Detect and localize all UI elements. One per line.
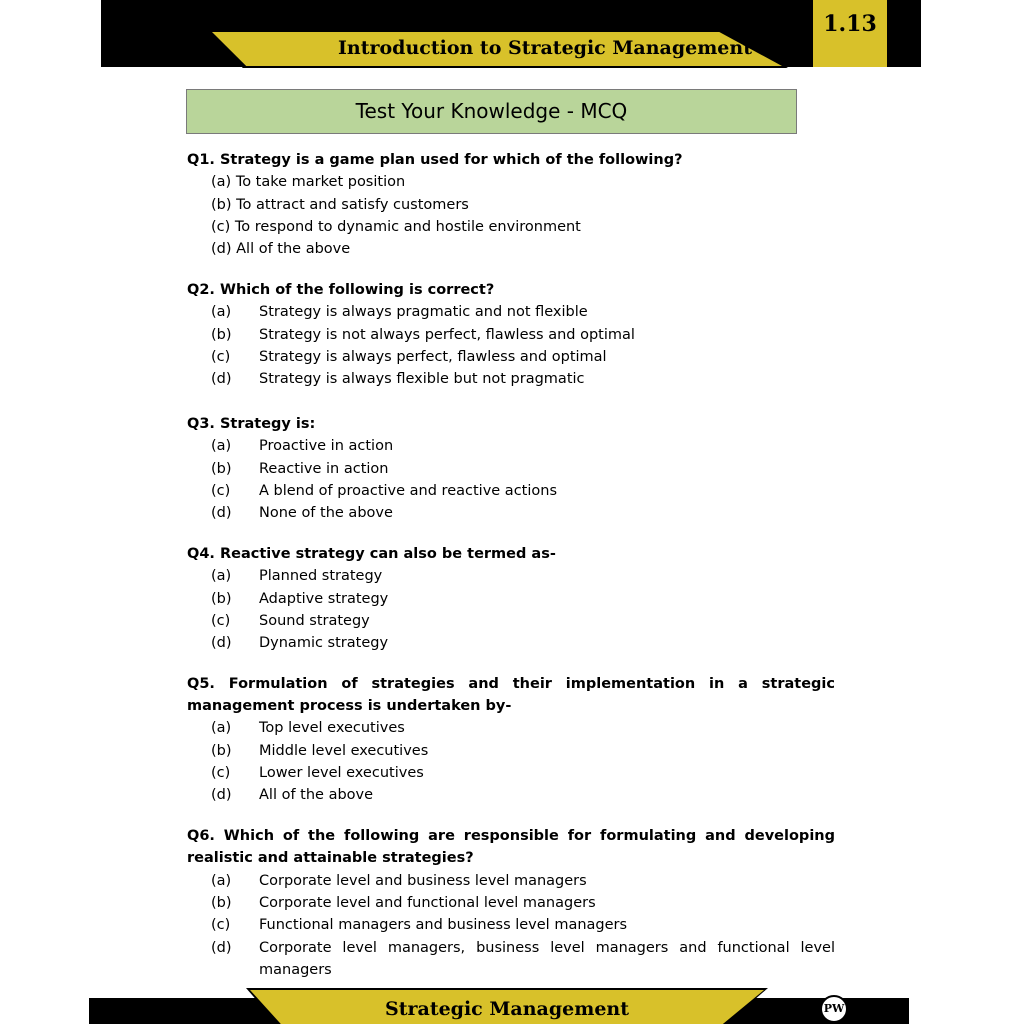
q5-option-b-label: (b) <box>211 743 232 759</box>
q6-option-b-label: (b) <box>211 895 232 911</box>
publisher-logo-icon: PW <box>820 995 848 1023</box>
q1-option-b <box>211 194 469 216</box>
option-label: (a) <box>211 174 232 190</box>
q4-option-a-label: (a) <box>211 568 232 584</box>
q6-option-d-continuation: managers <box>259 962 332 978</box>
q3-option-b-label: (b) <box>211 461 232 477</box>
q6-option-c-text: Functional managers and business level managers <box>259 917 628 933</box>
section-title: Test Your Knowledge - MCQ <box>355 99 628 123</box>
option-text: To take market position <box>235 174 406 190</box>
q1-option-c <box>211 216 581 238</box>
q4-option-d-label: (d) <box>211 635 232 651</box>
q5-option-d-text: All of the above <box>259 787 374 803</box>
question-3: Q3. Strategy is: <box>187 416 316 432</box>
page-number: 1.13 <box>823 11 877 37</box>
q2-option-c-text: Strategy is always perfect, flawless and optimal <box>259 349 607 365</box>
q5-option-b-text: Middle level executives <box>259 743 429 759</box>
q3-option-d-label: (d) <box>211 505 232 521</box>
q6-option-a-label: (a) <box>211 873 232 889</box>
q4-option-d-text: Dynamic strategy <box>259 635 389 651</box>
q5-option-a-text: Top level executives <box>259 720 405 736</box>
option-text: To respond to dynamic and hostile environment <box>234 219 581 235</box>
q5-option-a-label: (a) <box>211 720 232 736</box>
q4-option-b-label: (b) <box>211 591 232 607</box>
question-1: Q1. Strategy is a game plan used for which of the following? <box>187 152 683 168</box>
q5-option-c-text: Lower level executives <box>259 765 424 781</box>
q3-option-c-label: (c) <box>211 483 231 499</box>
q3-option-c-text: A blend of proactive and reactive actions <box>259 483 557 499</box>
q3-option-d-text: None of the above <box>259 505 393 521</box>
option-label: (b) <box>211 197 232 213</box>
q2-option-d-text: Strategy is always flexible but not pragmatic <box>259 371 585 387</box>
q5-option-d-label: (d) <box>211 787 232 803</box>
q6-option-a-text: Corporate level and business level managers <box>259 873 587 889</box>
q1-option-d <box>211 238 350 260</box>
question-4: Q4. Reactive strategy can also be termed as- <box>187 546 556 562</box>
option-text: All of the above <box>236 241 351 257</box>
q2-option-d-label: (d) <box>211 371 232 387</box>
q2-option-b-text: Strategy is not always perfect, flawless and optimal <box>259 327 635 343</box>
question-6: Q6. Which of the following are responsible for formulating and developing realistic and attainable strategies? <box>187 828 835 867</box>
q3-option-a-label: (a) <box>211 438 232 454</box>
q4-option-a-text: Planned strategy <box>259 568 383 584</box>
q1-option-a <box>211 171 405 193</box>
q5-option-c-label: (c) <box>211 765 231 781</box>
q6-option-c-label: (c) <box>211 917 231 933</box>
q6-option-d-label: (d) <box>211 940 232 956</box>
q3-option-a-text: Proactive in action <box>259 438 394 454</box>
q4-option-c-label: (c) <box>211 613 231 629</box>
option-label: (d) <box>211 241 232 257</box>
chapter-title: Introduction to Strategic Management <box>338 37 752 59</box>
option-text: To attract and satisfy customers <box>236 197 469 213</box>
q2-option-a-text: Strategy is always pragmatic and not flexible <box>259 304 588 320</box>
question-2: Q2. Which of the following is correct? <box>187 282 495 298</box>
footer-title: Strategic Management <box>385 998 629 1020</box>
q2-option-b-label: (b) <box>211 327 232 343</box>
q4-option-b-text: Adaptive strategy <box>259 591 389 607</box>
q6-option-b-text: Corporate level and functional level managers <box>259 895 596 911</box>
q3-option-b-text: Reactive in action <box>259 461 389 477</box>
q6-option-d-text: Corporate level managers, business level managers and functional level <box>259 940 835 956</box>
q2-option-a-label: (a) <box>211 304 232 320</box>
q2-option-c-label: (c) <box>211 349 231 365</box>
question-5: Q5. Formulation of strategies and their implementation in a strategic management process is undertaken by- <box>187 676 835 715</box>
option-label: (c) <box>211 219 231 235</box>
q4-option-c-text: Sound strategy <box>259 613 370 629</box>
